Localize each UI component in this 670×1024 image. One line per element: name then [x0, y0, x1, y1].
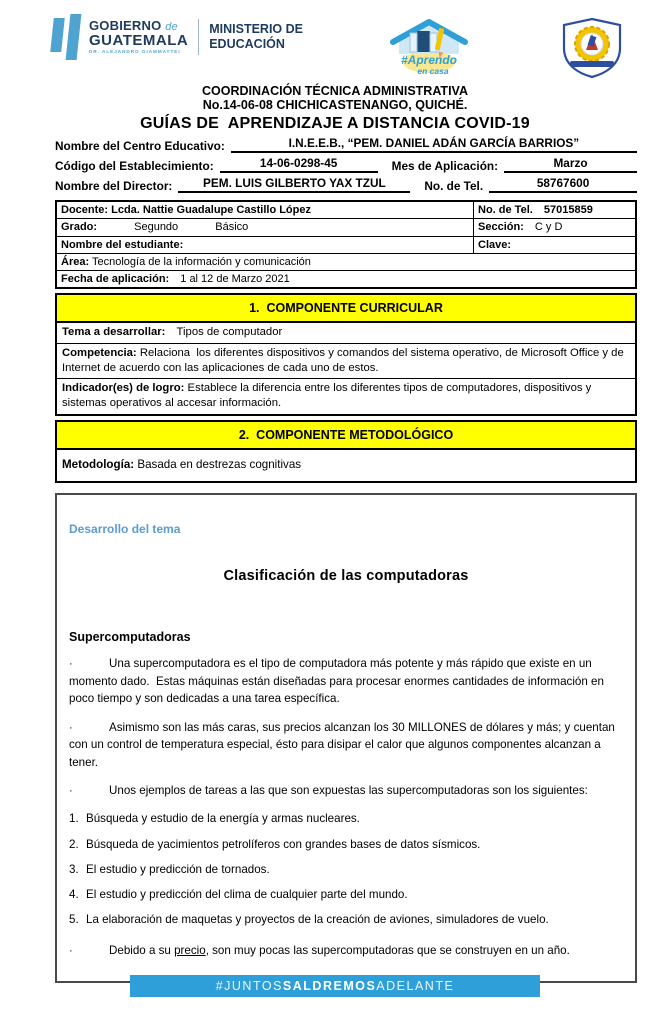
paragraph-2: · Asimismo son las más caras, sus precios alcanzan los 30 MILLONES de dólares y más; y cuentan con un control de temperatura especial, ésto para disipar el calor que algunos componentes alcanzan a tener. — [69, 720, 619, 769]
clave-label: Clave: — [473, 237, 635, 253]
competencia-value: Relaciona los diferentes dispositivos y comandos del sistema operativo, de Microsoft Office y de Internet de acuerdo con las aplicaciones de cada uno de estos. — [62, 346, 631, 374]
government-bars-icon — [52, 14, 79, 60]
content-box — [55, 493, 637, 983]
gov-word1: GOBIERNO — [89, 18, 162, 34]
tema-row — [57, 323, 635, 343]
director-value: PEM. LUIS GILBERTO YAX TZUL — [178, 176, 410, 193]
estudiante-label: Nombre del estudiante: — [61, 238, 184, 251]
info-table — [55, 200, 637, 289]
examples-list — [69, 811, 623, 928]
list-item: 1. Búsqueda y estudio de la energía y armas nucleares. — [69, 812, 360, 826]
area-value: Tecnología de la información y comunicación — [91, 255, 311, 268]
gov-subtitle: DR. ALEJANDRO GIAMMATTEI — [89, 49, 181, 55]
tel-label: No. de Tel. — [478, 204, 533, 216]
aprendo-en-casa-logo-icon — [377, 14, 481, 81]
centro-educativo-value: I.N.E.E.B., “PEM. DANIEL ADÁN GARCÍA BARRIOS” — [231, 136, 637, 153]
director-tel-line — [55, 176, 637, 193]
table-row-estudiante — [57, 237, 635, 254]
tel-value: 58767600 — [489, 176, 637, 193]
metodologico-banner: 2. COMPONENTE METODOLÓGICO — [57, 422, 635, 450]
curricular-table — [55, 293, 637, 415]
tema-value: Tipos de computador — [176, 326, 283, 339]
codigo-value: 14-06-0298-45 — [220, 156, 378, 173]
list-item: 4. El estudio y predicción del clima de cualquier parte del mundo. — [69, 888, 408, 902]
metodologico-table — [55, 420, 637, 484]
fecha-label: Fecha de aplicación: — [61, 273, 170, 286]
table-row-fecha — [57, 271, 635, 287]
footer-bold-part: SALDREMOS — [282, 979, 377, 993]
fecha-value: 1 al 12 de Marzo 2021 — [180, 273, 290, 286]
grado-cell — [57, 219, 473, 235]
docente-cell — [57, 202, 473, 218]
grado-value2: Básico — [215, 221, 249, 234]
municipal-crest-icon — [556, 16, 628, 85]
area-label: Área: — [61, 255, 90, 268]
aprendo-text-line1: #Aprendo — [401, 53, 458, 67]
area-cell — [57, 254, 635, 270]
tel-label: No. de Tel. — [424, 179, 484, 193]
table-row-grado — [57, 219, 635, 236]
competencia-row — [57, 344, 635, 380]
gov-de: de — [165, 21, 178, 34]
page-title: GUÍAS DE APRENDIZAJE A DISTANCIA COVID-19 — [140, 115, 530, 132]
ministry-label: MINISTERIO DE EDUCACIÓN — [209, 22, 303, 51]
mes-label: Mes de Aplicación: — [391, 159, 499, 173]
seccion-label: Sección: — [478, 221, 524, 234]
tel-value: 57015859 — [543, 204, 593, 216]
bullet-icon: · — [69, 784, 73, 797]
fecha-cell — [57, 271, 635, 287]
table-row-area — [57, 254, 635, 271]
mes-value: Marzo — [504, 156, 637, 173]
metodologia-label: Metodología: — [62, 457, 135, 471]
header-form — [55, 136, 637, 193]
indicador-label: Indicador(es) de logro: — [62, 382, 185, 395]
gov-word2: GUATEMALA — [89, 32, 189, 50]
aprendo-text-line2: en casa — [417, 66, 450, 76]
footer-hash-part: #JUNTOS — [215, 979, 283, 993]
coordination-subtitle: No.14-06-08 CHICHICASTENANGO, QUICHÉ. — [202, 98, 468, 112]
supercomputadoras-heading: Supercomputadoras — [69, 630, 191, 645]
table-row-docente — [57, 202, 635, 219]
metodologia-row — [57, 450, 635, 482]
bullet-icon: · — [69, 944, 73, 957]
list-item: 5. La elaboración de maquetas y proyectos de la creación de aviones, simuladores de vuelo. — [69, 913, 549, 927]
footer-light-part: ADELANTE — [376, 979, 455, 993]
grado-label: Grado: — [61, 221, 98, 234]
seccion-cell — [473, 219, 635, 235]
clasificacion-title: Clasificación de las computadoras — [223, 568, 469, 585]
competencia-label: Competencia: — [62, 346, 137, 359]
centro-educativo-line — [55, 136, 637, 153]
desarrollo-heading: Desarrollo del tema — [69, 522, 181, 537]
tel-cell — [473, 202, 635, 218]
codigo-mes-line — [55, 156, 637, 173]
bullet-icon: · — [69, 658, 73, 671]
guatemala-government-logo-icon — [52, 14, 303, 60]
paragraph-1: · Una supercomputadora es el tipo de computadora más potente y más rápido que existe en un momento dado. Estas máquinas están diseñadas para procesar enormes cantidades de información en poco tiempo y son dedicadas a una tarea específica. — [69, 657, 608, 706]
docente-label: Docente: — [61, 204, 109, 216]
docente-value: Lcda. Nattie Guadalupe Castillo López — [111, 204, 311, 216]
codigo-label: Código del Establecimiento: — [55, 159, 214, 173]
list-item: 2. Búsqueda de yacimientos petrolíferos con grandes bases de datos sísmicos. — [69, 837, 481, 851]
grado-value1: Segundo — [134, 221, 179, 234]
metodologia-value: Basada en destrezas cognitivas — [137, 457, 302, 471]
list-item: 3. El estudio y predicción de tornados. — [69, 862, 270, 876]
centro-educativo-label: Nombre del Centro Educativo: — [55, 139, 225, 153]
coordination-title: COORDINACIÓN TÉCNICA ADMINISTRATIVA — [202, 84, 468, 98]
government-logo-text — [89, 19, 199, 55]
seccion-value: C y D — [534, 221, 563, 234]
paragraph-3: · Unos ejemplos de tareas a las que son expuestas las supercomputadoras son los siguientes: — [69, 782, 623, 800]
precio-underlined: precio — [174, 943, 206, 957]
footer-campaign-bar — [130, 975, 540, 997]
header-logo-row — [52, 14, 628, 76]
final-note: · Debido a su precio, son muy pocas las supercomputadoras que se construyen en un año. — [69, 942, 623, 960]
tema-label: Tema a desarrollar: — [62, 326, 166, 339]
indicador-row — [57, 379, 635, 414]
indicador-value: Establece la diferencia entre los diferentes tipos de computadores, dispositivos y sistemas operativos al accesar información. — [62, 382, 595, 410]
director-label: Nombre del Director: — [55, 179, 173, 193]
bullet-icon: · — [69, 721, 73, 734]
curricular-banner: 1. COMPONENTE CURRICULAR — [57, 295, 635, 323]
